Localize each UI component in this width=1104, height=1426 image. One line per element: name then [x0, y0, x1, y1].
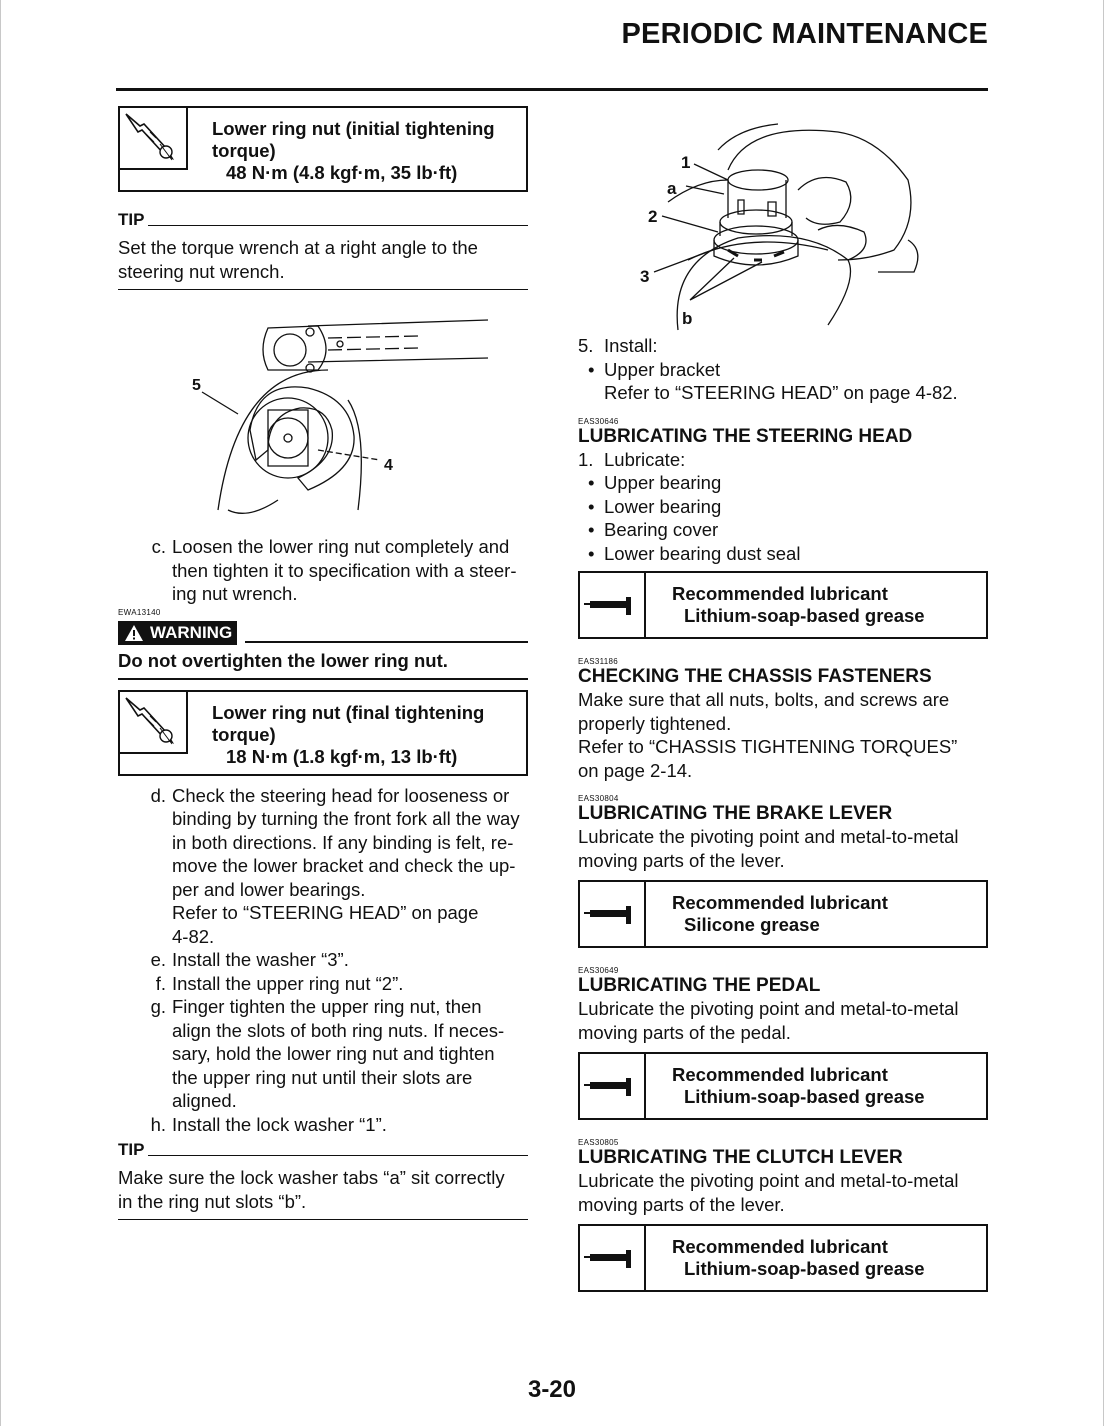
lubricant-value: Lithium-soap-based grease [684, 605, 925, 626]
torque-spec-box-final [118, 690, 528, 776]
step-f-text: Install the upper ring nut “2”. [172, 972, 404, 994]
torque-wrench-icon [120, 692, 188, 754]
warning-heading [118, 621, 528, 645]
document-code: EWA13140 [118, 607, 161, 617]
figure-lock-washer [578, 110, 988, 332]
body-line: on page 2-14. [578, 759, 693, 781]
step-h-text: Install the lock washer “1”. [172, 1113, 387, 1135]
section-title: LUBRICATING THE PEDAL [578, 975, 821, 996]
section-title: LUBRICATING THE CLUTCH LEVER [578, 1147, 903, 1168]
figure-label-4: 4 [384, 457, 393, 474]
page-header-title: PERIODIC MAINTENANCE [621, 18, 988, 50]
lubricant-title: Recommended lubricant [672, 1236, 888, 1257]
lubricant-title: Recommended lubricant [672, 1064, 888, 1085]
warning-badge [118, 621, 237, 645]
body-line: Lubricate the pivoting point and metal-to-metal [578, 998, 959, 1019]
figure-label-5: 5 [192, 377, 201, 394]
right-column [578, 110, 988, 1292]
header-rule [116, 88, 988, 91]
step-e-text: Install the washer “3”. [172, 949, 349, 970]
tip-text-line1: Make sure the lock washer tabs “a” sit correctly [118, 1167, 505, 1188]
reference-text: Refer to “STEERING HEAD” on page 4-82. [604, 382, 958, 403]
grease-gun-icon [580, 882, 646, 946]
step-d-line4: move the lower bracket and check the up- [172, 855, 516, 876]
lubricant-box [578, 1052, 988, 1120]
bullet-text: Lower bearing dust seal [604, 542, 801, 564]
section-code: EAS30805 [578, 1138, 619, 1147]
section-title: CHECKING THE CHASSIS FASTENERS [578, 666, 932, 687]
step-label: g. [150, 996, 166, 1017]
step-g-line3: sary, hold the lower ring nut and tighten [172, 1043, 495, 1064]
step-d-line2: binding by turning the front fork all the way [172, 808, 520, 829]
step-5 [578, 334, 988, 358]
step-c-line1: Loosen the lower ring nut completely and [172, 536, 510, 557]
step-label: d. [150, 784, 166, 806]
step-1-text: Lubricate: [604, 448, 686, 470]
page-number: 3-20 [527, 1376, 577, 1403]
lubricant-title: Recommended lubricant [672, 892, 888, 913]
figure-label-1: 1 [681, 153, 691, 172]
warning-label: WARNING [150, 622, 233, 642]
tip-heading [118, 210, 528, 230]
step-g-line1: Finger tighten the upper ring nut, then [172, 996, 482, 1017]
torque-spec-box-initial [118, 106, 528, 192]
warning-text: Do not overtighten the lower ring nut. [118, 645, 528, 680]
body-line: moving parts of the lever. [578, 1193, 785, 1215]
step-label: 1. [578, 448, 594, 470]
step-d [140, 784, 528, 949]
step-g-line5: aligned. [172, 1090, 237, 1111]
torque-wrench-icon [120, 108, 188, 170]
grease-gun-icon [580, 573, 646, 637]
body-line: Lubricate the pivoting point and metal-to-metal [578, 1170, 959, 1191]
section-code: EAS31186 [578, 657, 619, 666]
left-column [118, 106, 528, 1220]
lubricant-box [578, 571, 988, 639]
section-title: LUBRICATING THE STEERING HEAD [578, 425, 913, 447]
lubricant-value: Lithium-soap-based grease [684, 1086, 925, 1107]
bullet-item: • Bearing cover [588, 519, 719, 540]
section-code: EAS30649 [578, 966, 619, 975]
tip-end-rule [118, 289, 528, 290]
tip-label: TIP [118, 210, 145, 229]
lubricant-value: Silicone grease [684, 914, 820, 935]
lubricant-title: Recommended lubricant [672, 583, 888, 604]
torque-title-line2: torque) [212, 723, 276, 745]
tip-end-rule [118, 1219, 528, 1220]
tip-heading [118, 1140, 528, 1160]
figure-label-3: 3 [640, 267, 650, 286]
step-d-line1: Check the steering head for looseness or [172, 784, 510, 806]
step-label: e. [150, 949, 166, 970]
tip-label: TIP [118, 1140, 145, 1159]
body-line: moving parts of the lever. [578, 849, 785, 871]
step-c-line3: ing nut wrench. [172, 583, 298, 604]
bullet-text: Lower bearing [604, 495, 722, 517]
bullet-item: • Upper bracket [588, 358, 721, 380]
bullet-item: • Upper bearing [588, 472, 722, 493]
step-5-text: Install: [604, 335, 658, 356]
body-line: moving parts of the pedal. [578, 1021, 791, 1043]
section-code: EAS30646 [578, 416, 619, 426]
step-g [140, 995, 528, 1113]
tip-text-line2: steering nut wrench. [118, 260, 285, 282]
step-d-line7: 4-82. [172, 925, 215, 947]
grease-gun-icon [580, 1054, 646, 1118]
tip-text-line1: Set the torque wrench at a right angle to the [118, 237, 478, 258]
step-label: f. [155, 972, 166, 994]
section-title: LUBRICATING THE BRAKE LEVER [578, 803, 893, 824]
torque-value: 48 N·m (4.8 kgf·m, 35 lb·ft) [226, 162, 458, 183]
step-d-line3: in both directions. If any binding is felt, re- [172, 831, 514, 853]
torque-value: 18 N·m (1.8 kgf·m, 13 lb·ft) [226, 745, 458, 767]
figure-label-a: a [667, 179, 677, 198]
figure-label-b: b [682, 309, 693, 328]
step-1 [578, 448, 988, 472]
bullet-text: Bearing cover [604, 519, 719, 540]
body-line: Make sure that all nuts, bolts, and screws are [578, 689, 950, 710]
body-line: Refer to “CHASSIS TIGHTENING TORQUES” [578, 736, 958, 757]
step-c-line2: then tighten it to specification with a steer- [172, 559, 517, 581]
warning-triangle-icon [124, 624, 144, 642]
page-border-left [0, 0, 1, 1426]
step-c [140, 535, 528, 606]
step-g-line4: the upper ring nut until their slots are [172, 1066, 473, 1088]
bullet-item: • Lower bearing dust seal [588, 542, 801, 564]
torque-title-line1: Lower ring nut (initial tightening [212, 118, 495, 139]
lubricant-box [578, 880, 988, 948]
torque-title-line2: torque) [212, 140, 276, 161]
step-label: c. [151, 536, 166, 557]
bullet-text: Upper bearing [604, 472, 722, 493]
step-g-line2: align the slots of both ring nuts. If neces- [172, 1019, 505, 1041]
step-label: h. [150, 1113, 166, 1135]
grease-gun-icon [580, 1226, 646, 1290]
figure-label-2: 2 [648, 207, 658, 226]
lubricant-box [578, 1224, 988, 1292]
lubricant-value: Lithium-soap-based grease [684, 1258, 925, 1279]
step-h [140, 1113, 528, 1137]
step-e [140, 948, 528, 972]
step-d-line6: Refer to “STEERING HEAD” on page [172, 902, 479, 923]
step-d-line5: per and lower bearings. [172, 878, 366, 900]
torque-title-line1: Lower ring nut (final tightening [212, 701, 485, 723]
tip-text-line2: in the ring nut slots “b”. [118, 1190, 307, 1212]
body-line: Lubricate the pivoting point and metal-to-metal [578, 826, 959, 847]
bullet-item: • Lower bearing [588, 495, 722, 517]
bullet-text: Upper bracket [604, 358, 721, 380]
section-code: EAS30804 [578, 794, 619, 803]
step-label: 5. [578, 335, 594, 356]
step-f [140, 972, 528, 996]
body-line: properly tightened. [578, 712, 732, 734]
figure-steering-nut-wrench [118, 310, 528, 535]
